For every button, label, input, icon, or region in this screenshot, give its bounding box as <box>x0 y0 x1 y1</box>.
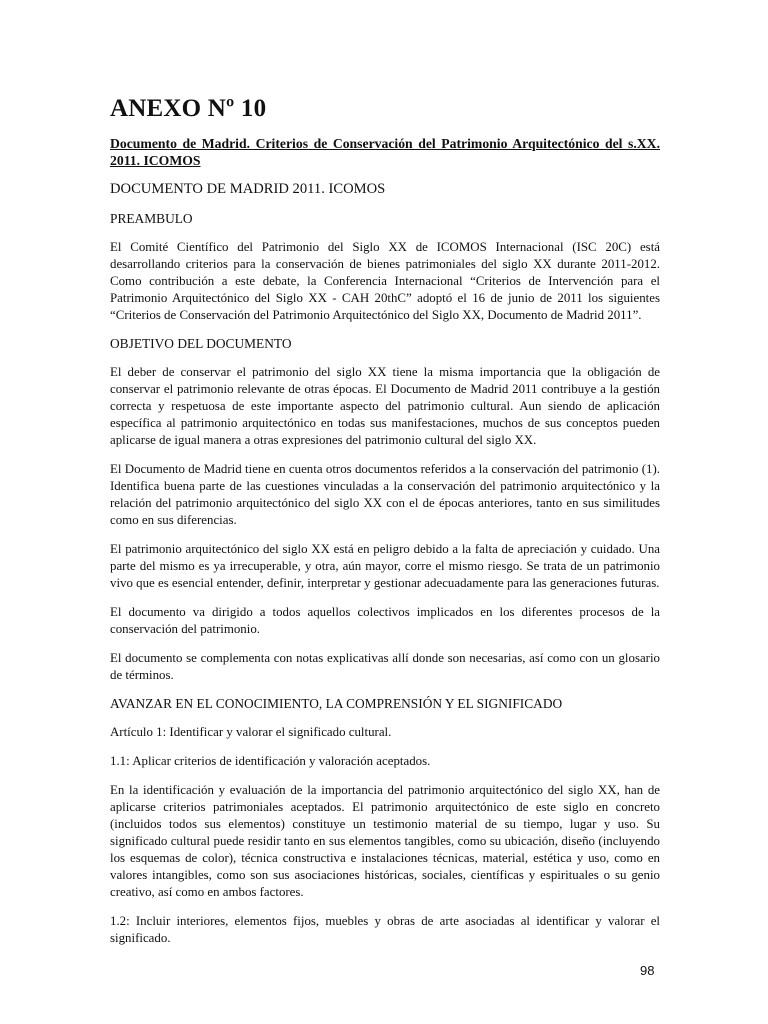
document-heading: DOCUMENTO DE MADRID 2011. ICOMOS <box>110 181 386 197</box>
annex-subtitle: Documento de Madrid. Criterios de Conservación del Patrimonio Arquitectónico del s.XX. 2011. ICOMOS <box>110 136 660 168</box>
objetivo-paragraph-5: El documento se complementa con notas explicativas allí donde son necesarias, así como con un glosario de términos. <box>110 651 660 682</box>
item-1-1-paragraph: En la identificación y evaluación de la importancia del patrimonio arquitectónico del siglo XX, han de aplicarse criterios patrimoniales aceptados. El patrimonio arquitectónico de este siglo en concreto (incluidos todos sus elementos) constituye un testimonio material de su tiempo, lugar y uso. Su significado cultural puede residir tanto en sus elementos tangibles, como su ubicación, diseño (incluyendo los esquemas de color), técnica constructiva e instalaciones técnicas, material, estética y uso, como en valores intangibles, como son sus asociaciones históricas, sociales, científicas y espirituales o su genio creativo, así como en ambos factores. <box>110 783 660 899</box>
objetivo-paragraph-1: El deber de conservar el patrimonio del siglo XX tiene la misma importancia que la obligación de conservar el patrimonio relevante de otras épocas. El Documento de Madrid 2011 contribuye a la gestión correcta y respetuosa de este importante aspecto del patrimonio cultural. Aun siendo de aplicación específica al patrimonio arquitectónico en todas sus manifestaciones, muchos de sus conceptos pueden aplicarse de igual manera a otras expresiones del patrimonio cultural del siglo XX. <box>110 365 660 447</box>
objetivo-heading: OBJETIVO DEL DOCUMENTO <box>110 336 292 351</box>
page-number: 98 <box>640 963 655 978</box>
objetivo-paragraph-2: El Documento de Madrid tiene en cuenta otros documentos referidos a la conservación del patrimonio (1). Identifica buena parte de las cuestiones vinculadas a la conservación del patrimonio arquitectónico y la relación del patrimonio arquitectónico del siglo XX con el de épocas anteriores, tanto en sus similitudes como en sus diferencias. <box>110 462 660 527</box>
objetivo-paragraph-4: El documento va dirigido a todos aquellos colectivos implicados en los diferentes procesos de la conservación del patrimonio. <box>110 605 660 636</box>
page-content <box>110 95 660 959</box>
annex-title: ANEXO Nº 10 <box>110 95 267 122</box>
item-1-1-heading: 1.1: Aplicar criterios de identificación y valoración aceptados. <box>110 754 431 768</box>
avanzar-heading: AVANZAR EN EL CONOCIMIENTO, LA COMPRENSIÓN Y EL SIGNIFICADO <box>110 696 563 711</box>
preambulo-heading: PREAMBULO <box>110 211 193 226</box>
articulo-1-heading: Artículo 1: Identificar y valorar el significado cultural. <box>110 725 392 739</box>
item-1-2-heading: 1.2: Incluir interiores, elementos fijos, muebles y obras de arte asociadas al identificar y valorar el significado. <box>110 914 660 945</box>
objetivo-paragraph-3: El patrimonio arquitectónico del siglo XX está en peligro debido a la falta de apreciación y cuidado. Una parte del mismo es ya irrecuperable, y otra, aún mayor, corre el mismo riesgo. Se trata de un patrimonio vivo que es esencial entender, definir, interpretar y gestionar adecuadamente para las generaciones futuras. <box>110 542 660 590</box>
preambulo-paragraph: El Comité Científico del Patrimonio del Siglo XX de ICOMOS Internacional (ISC 20C) está desarrollando criterios para la conservación de bienes patrimoniales del siglo XX durante 2011-2012. Como contribución a este debate, la Conferencia Internacional “Criterios de Intervención para el Patrimonio Arquitectónico del Siglo XX - CAH 20thC” adoptó el 16 de junio de 2011 los siguientes “Criterios de Conservación del Patrimonio Arquitectónico del Siglo XX, Documento de Madrid 2011”. <box>110 240 660 322</box>
